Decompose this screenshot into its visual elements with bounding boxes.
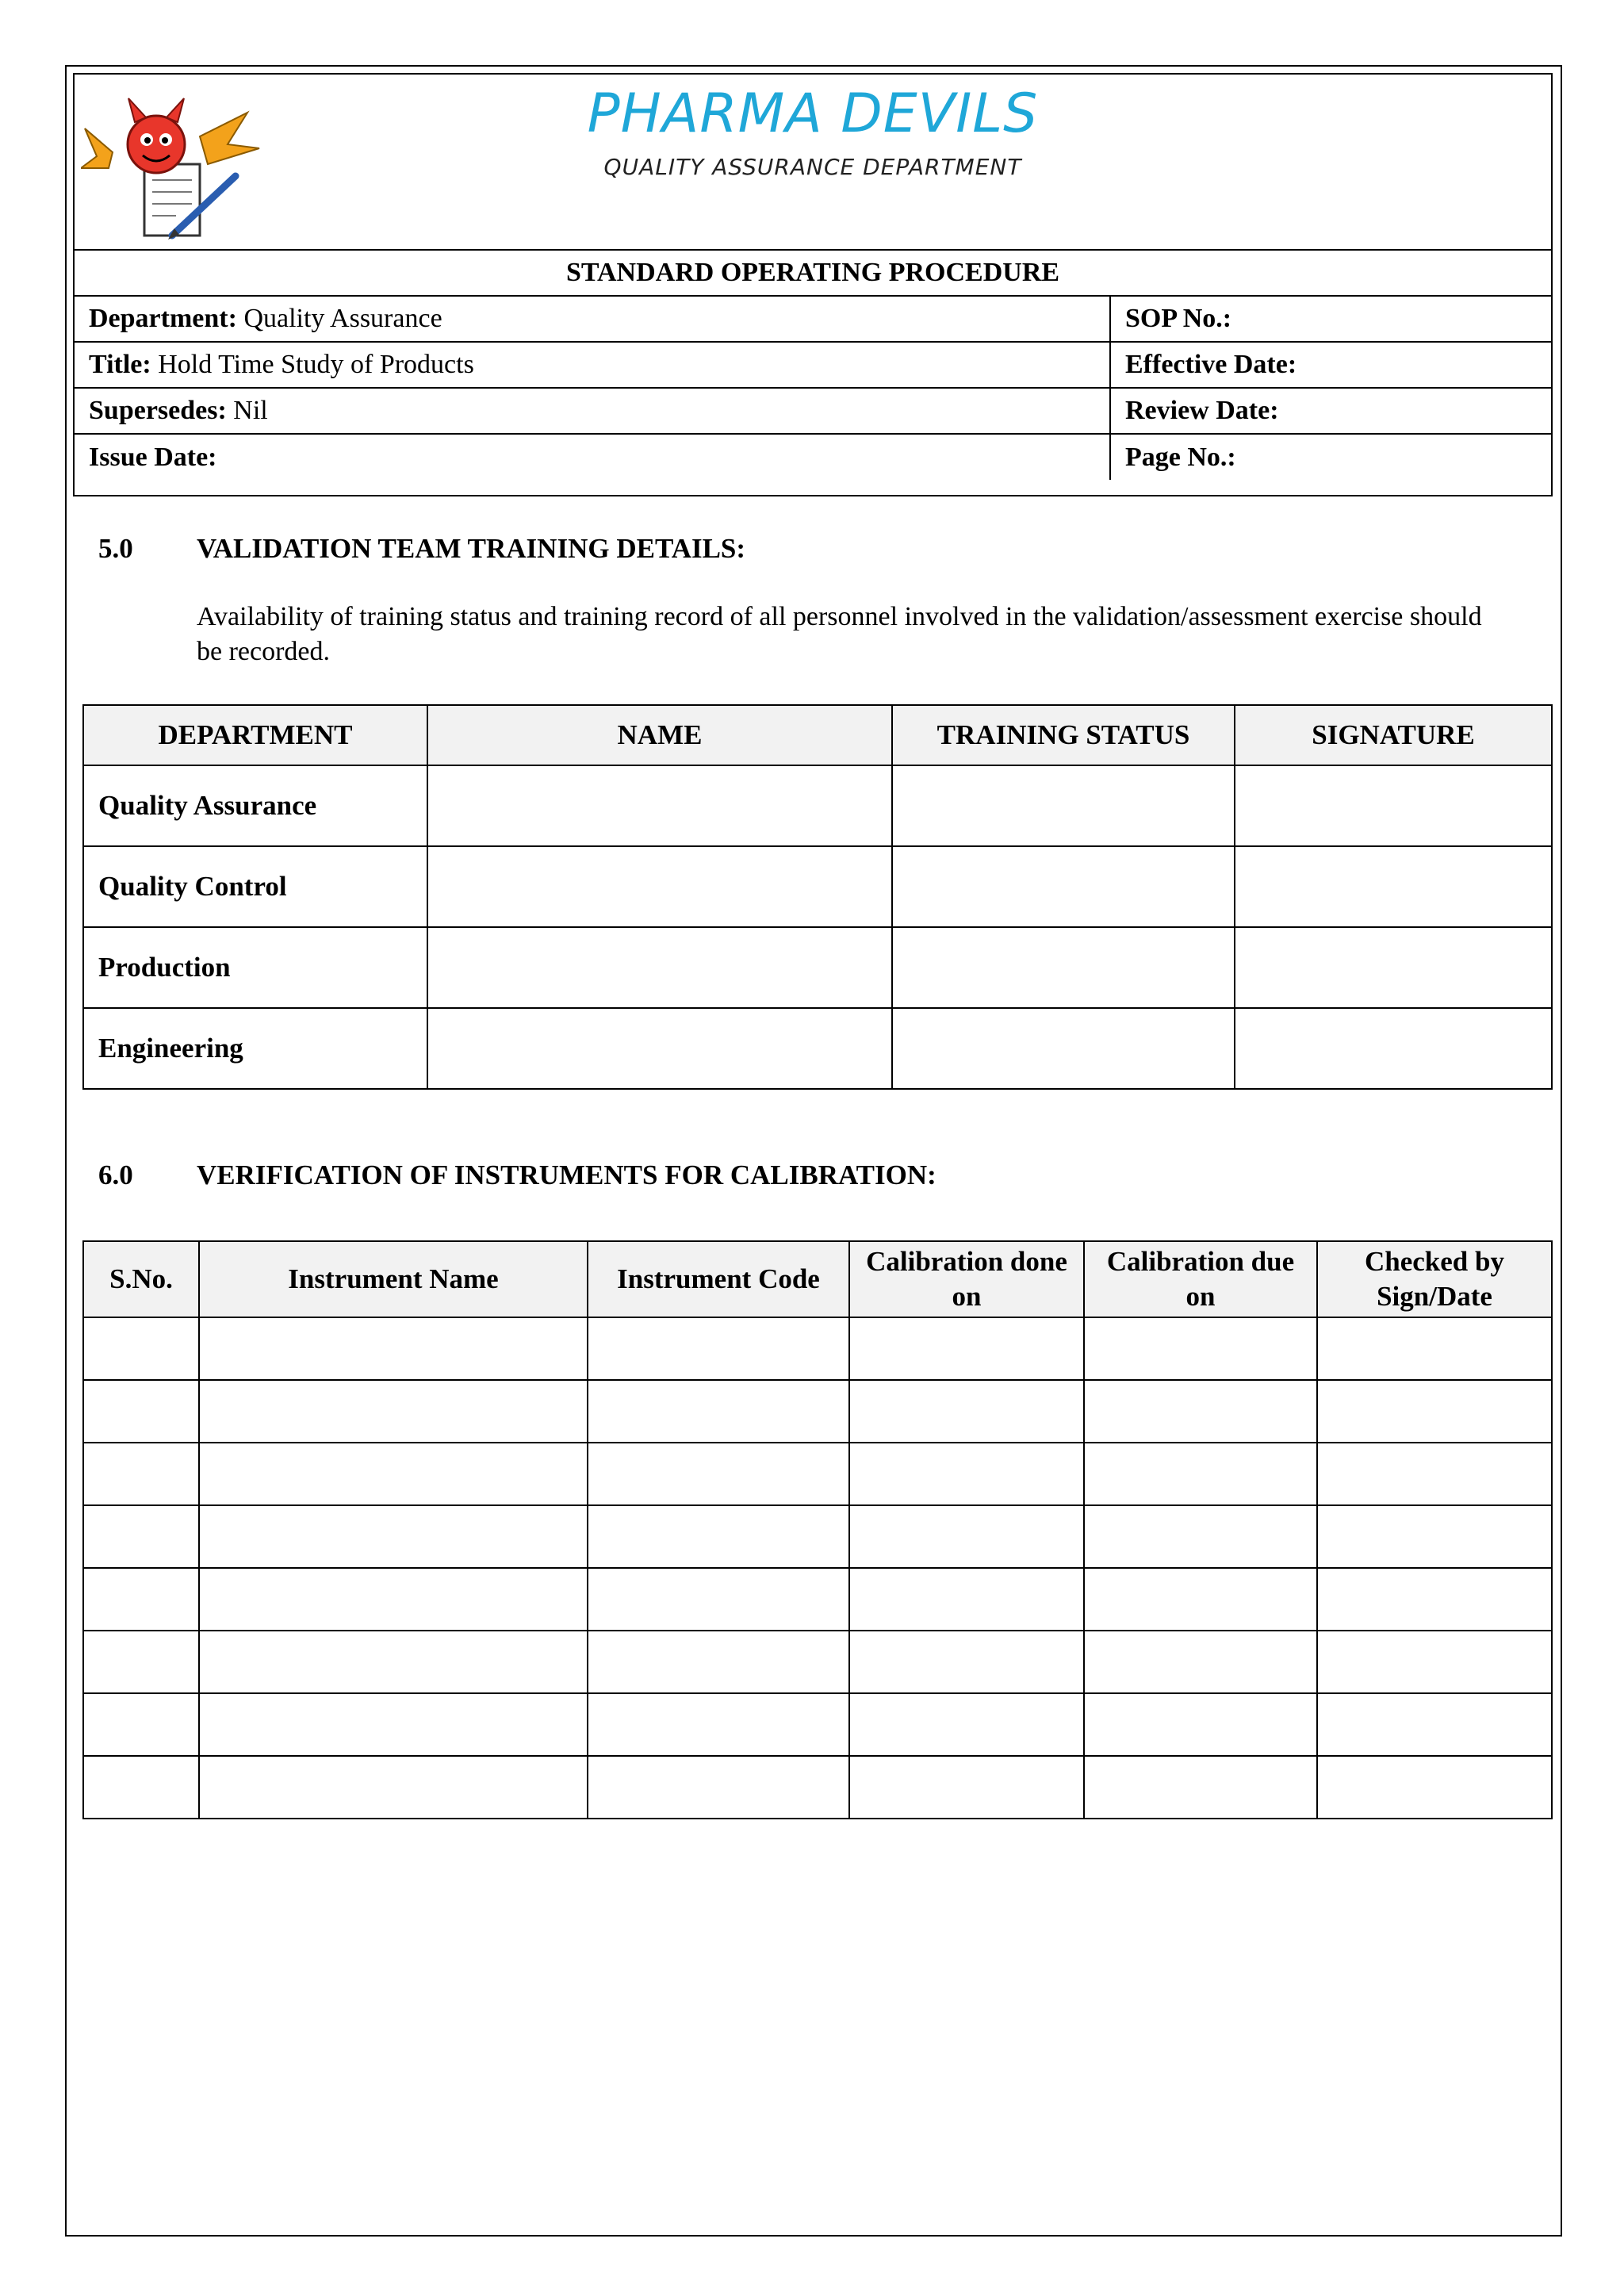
table-row xyxy=(83,927,1552,1008)
calibration-done-input-cell[interactable] xyxy=(849,1380,1084,1443)
training-table xyxy=(82,704,1553,1090)
calibration-done-input-cell[interactable] xyxy=(849,1568,1084,1631)
title-cell xyxy=(75,342,1110,388)
training-status-input-cell[interactable] xyxy=(892,1008,1235,1089)
calibration-table xyxy=(82,1240,1553,1819)
calibration-done-input-cell[interactable] xyxy=(849,1756,1084,1819)
calibration-due-input-cell[interactable] xyxy=(1084,1505,1317,1568)
col-header-sno: S.No. xyxy=(83,1241,199,1317)
table-row xyxy=(83,1756,1552,1819)
department-cell: Engineering xyxy=(83,1008,427,1089)
signature-input-cell[interactable] xyxy=(1235,765,1552,846)
instrument-code-input-cell[interactable] xyxy=(588,1756,849,1819)
col-header-training-status: TRAINING STATUS xyxy=(892,705,1235,765)
signature-input-cell[interactable] xyxy=(1235,927,1552,1008)
instrument-code-input-cell[interactable] xyxy=(588,1693,849,1756)
col-header-checked-by: Checked by Sign/Date xyxy=(1317,1241,1552,1317)
instrument-code-input-cell[interactable] xyxy=(588,1317,849,1380)
calibration-due-input-cell[interactable] xyxy=(1084,1756,1317,1819)
training-status-input-cell[interactable] xyxy=(892,927,1235,1008)
table-row xyxy=(83,1568,1552,1631)
effective-date-label: Effective Date: xyxy=(1110,342,1551,388)
department-cell: Production xyxy=(83,927,427,1008)
calibration-table-body xyxy=(83,1317,1552,1819)
calibration-due-input-cell[interactable] xyxy=(1084,1568,1317,1631)
sno-input-cell[interactable] xyxy=(83,1380,199,1443)
instrument-name-input-cell[interactable] xyxy=(199,1631,588,1693)
supersedes-value: Nil xyxy=(233,396,268,425)
training-status-input-cell[interactable] xyxy=(892,846,1235,927)
calibration-due-input-cell[interactable] xyxy=(1084,1443,1317,1505)
calibration-due-input-cell[interactable] xyxy=(1084,1380,1317,1443)
calibration-done-input-cell[interactable] xyxy=(849,1631,1084,1693)
calibration-done-input-cell[interactable] xyxy=(849,1443,1084,1505)
section-6-number: 6.0 xyxy=(98,1159,133,1190)
review-date-label: Review Date: xyxy=(1110,388,1551,434)
name-input-cell[interactable] xyxy=(427,765,892,846)
supersedes-cell xyxy=(75,388,1110,434)
signature-input-cell[interactable] xyxy=(1235,1008,1552,1089)
department-cell: Quality Control xyxy=(83,846,427,927)
calibration-done-input-cell[interactable] xyxy=(849,1693,1084,1756)
instrument-name-input-cell[interactable] xyxy=(199,1443,588,1505)
col-header-signature: SIGNATURE xyxy=(1235,705,1552,765)
instrument-code-input-cell[interactable] xyxy=(588,1505,849,1568)
sno-input-cell[interactable] xyxy=(83,1443,199,1505)
name-input-cell[interactable] xyxy=(427,927,892,1008)
calibration-due-input-cell[interactable] xyxy=(1084,1693,1317,1756)
brand-title: PHARMA DEVILS xyxy=(587,82,1039,145)
table-row xyxy=(83,1443,1552,1505)
calibration-due-input-cell[interactable] xyxy=(1084,1631,1317,1693)
checked-by-input-cell[interactable] xyxy=(1317,1631,1552,1693)
section-5-title: VALIDATION TEAM TRAINING DETAILS: xyxy=(197,533,746,564)
department-label: Department: xyxy=(89,304,237,333)
supersedes-label: Supersedes: xyxy=(89,396,227,425)
sop-header-block xyxy=(73,73,1553,496)
brand-banner xyxy=(75,75,1551,249)
signature-input-cell[interactable] xyxy=(1235,846,1552,927)
department-cell: Quality Assurance xyxy=(83,765,427,846)
instrument-code-input-cell[interactable] xyxy=(588,1631,849,1693)
department-value: Quality Assurance xyxy=(243,304,442,333)
table-row xyxy=(83,1693,1552,1756)
checked-by-input-cell[interactable] xyxy=(1317,1693,1552,1756)
sop-no-label: SOP No.: xyxy=(1110,296,1551,342)
checked-by-input-cell[interactable] xyxy=(1317,1505,1552,1568)
table-row xyxy=(83,1008,1552,1089)
section-5-paragraph: Availability of training status and training record of all personnel involved in the validation/assessment exercise should be recorded. xyxy=(197,602,1482,666)
instrument-code-input-cell[interactable] xyxy=(588,1380,849,1443)
calibration-due-input-cell[interactable] xyxy=(1084,1317,1317,1380)
sno-input-cell[interactable] xyxy=(83,1568,199,1631)
table-row xyxy=(83,1631,1552,1693)
title-value: Hold Time Study of Products xyxy=(158,350,474,379)
calibration-done-input-cell[interactable] xyxy=(849,1505,1084,1568)
table-row xyxy=(83,1505,1552,1568)
instrument-name-input-cell[interactable] xyxy=(199,1505,588,1568)
instrument-name-input-cell[interactable] xyxy=(199,1693,588,1756)
training-status-input-cell[interactable] xyxy=(892,765,1235,846)
instrument-name-input-cell[interactable] xyxy=(199,1380,588,1443)
name-input-cell[interactable] xyxy=(427,1008,892,1089)
checked-by-input-cell[interactable] xyxy=(1317,1443,1552,1505)
table-row xyxy=(83,765,1552,846)
col-header-instrument-code: Instrument Code xyxy=(588,1241,849,1317)
col-header-instrument-name: Instrument Name xyxy=(199,1241,588,1317)
page-no-label: Page No.: xyxy=(1110,434,1551,480)
checked-by-input-cell[interactable] xyxy=(1317,1317,1552,1380)
department-cell xyxy=(75,296,1110,342)
sno-input-cell[interactable] xyxy=(83,1317,199,1380)
checked-by-input-cell[interactable] xyxy=(1317,1568,1552,1631)
sno-input-cell[interactable] xyxy=(83,1756,199,1819)
title-label: Title: xyxy=(89,350,151,379)
sop-info-table xyxy=(75,249,1551,480)
col-header-department: DEPARTMENT xyxy=(83,705,427,765)
instrument-name-input-cell[interactable] xyxy=(199,1568,588,1631)
brand-subtitle: QUALITY ASSURANCE DEPARTMENT xyxy=(603,154,1022,180)
col-header-calibration-done-on: Calibration done on xyxy=(849,1241,1084,1317)
section-5-number: 5.0 xyxy=(98,533,133,564)
col-header-name: NAME xyxy=(427,705,892,765)
table-row xyxy=(83,846,1552,927)
instrument-name-input-cell[interactable] xyxy=(199,1317,588,1380)
table-row xyxy=(83,1380,1552,1443)
instrument-name-input-cell[interactable] xyxy=(199,1756,588,1819)
instrument-code-input-cell[interactable] xyxy=(588,1568,849,1631)
checked-by-input-cell[interactable] xyxy=(1317,1380,1552,1443)
sop-heading: STANDARD OPERATING PROCEDURE xyxy=(75,250,1551,296)
table-row xyxy=(83,1317,1552,1380)
sno-input-cell[interactable] xyxy=(83,1631,199,1693)
instrument-code-input-cell[interactable] xyxy=(588,1443,849,1505)
sno-input-cell[interactable] xyxy=(83,1693,199,1756)
col-header-calibration-due-on: Calibration due on xyxy=(1084,1241,1317,1317)
sno-input-cell[interactable] xyxy=(83,1505,199,1568)
section-6-title: VERIFICATION OF INSTRUMENTS FOR CALIBRATION: xyxy=(197,1159,936,1190)
calibration-done-input-cell[interactable] xyxy=(849,1317,1084,1380)
name-input-cell[interactable] xyxy=(427,846,892,927)
checked-by-input-cell[interactable] xyxy=(1317,1756,1552,1819)
issue-date-label: Issue Date: xyxy=(75,434,1110,480)
